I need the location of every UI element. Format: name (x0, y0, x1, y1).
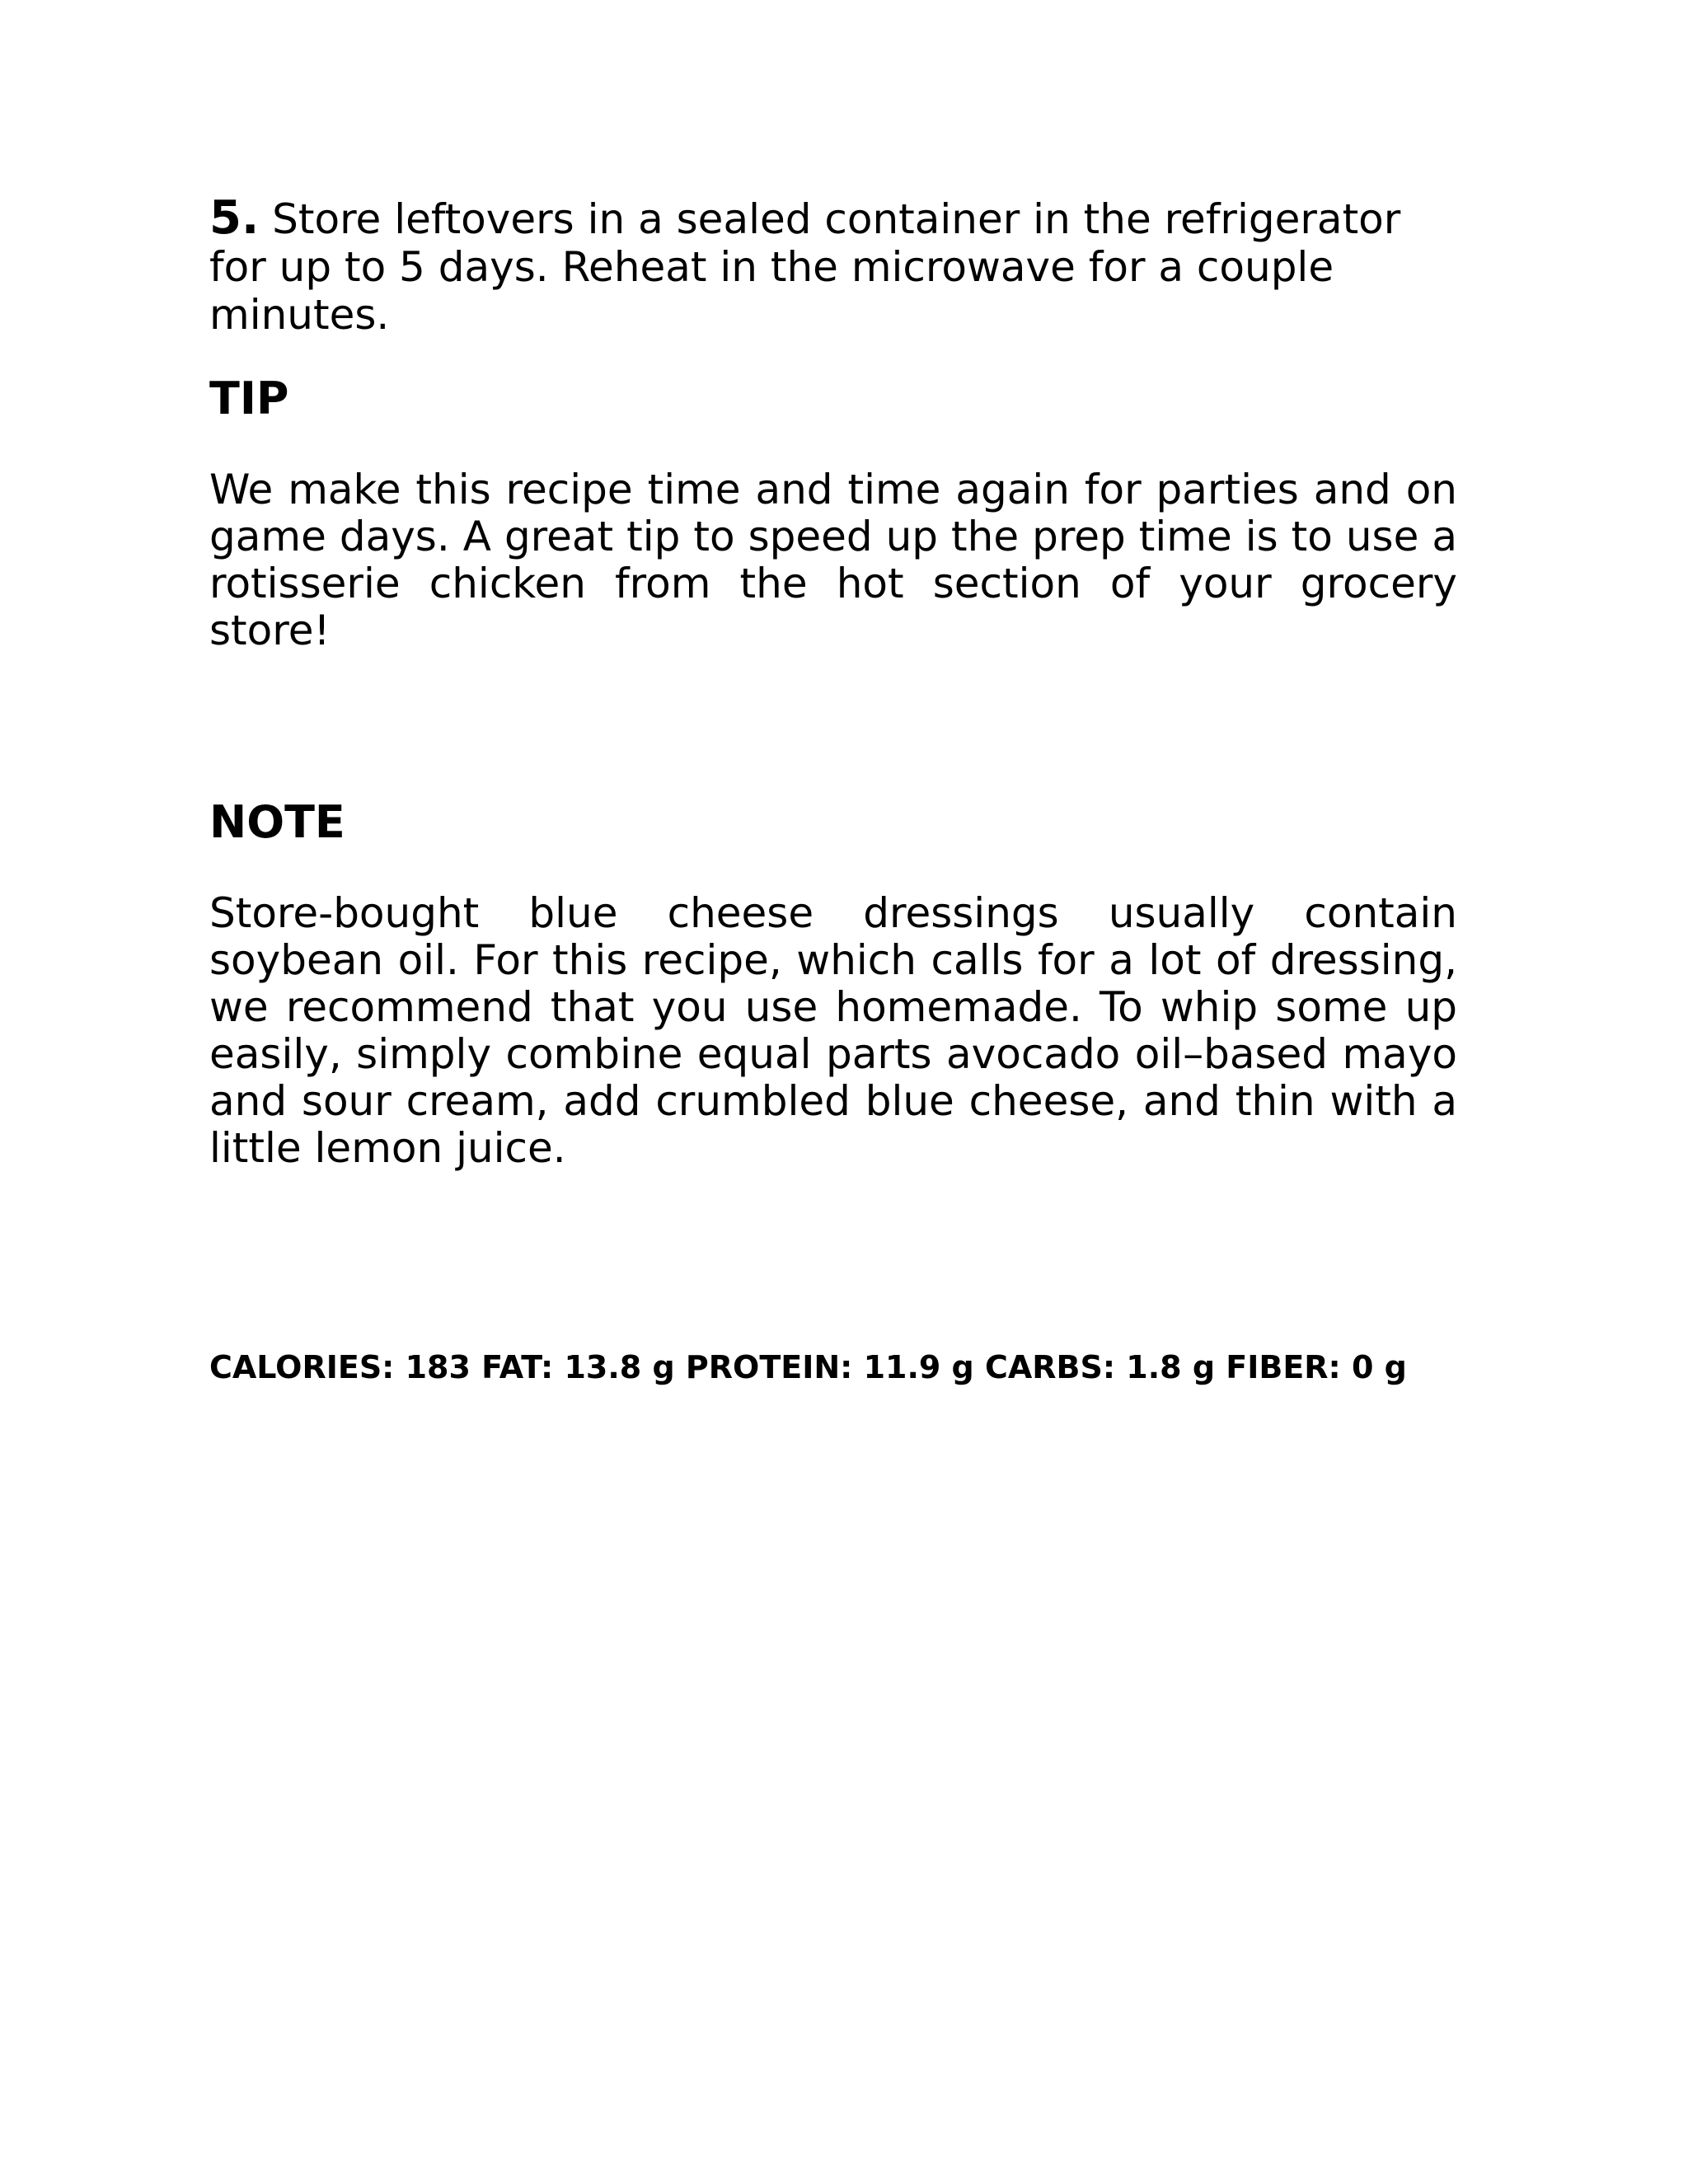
tip-heading: TIP (209, 373, 289, 424)
step-number: 5. (209, 191, 260, 245)
nutrition-facts: CALORIES: 183 FAT: 13.8 g PROTEIN: 11.9 g CARBS: 1.8 g FIBER: 0 g (209, 1349, 1407, 1385)
step-text: Store leftovers in a sealed container in the refrigerator for up to 5 days. Reheat in the microwave for a couple minutes. (209, 195, 1401, 339)
tip-body: We make this recipe time and time again for parties and on game days. A great tip to speed up the prep time is to use a rotisserie chicken from the hot section of your grocery store! (209, 466, 1457, 654)
note-heading: NOTE (209, 796, 345, 848)
instruction-step (209, 191, 1457, 339)
note-body: Store-bought blue cheese dressings usually contain soybean oil. For this recipe, which calls for a lot of dressing, we recommend that you use homemade. To whip some up easily, simply combine equal parts avocado oil–based mayo and sour cream, add crumbled blue cheese, and thin with a little lemon juice. (209, 889, 1457, 1172)
